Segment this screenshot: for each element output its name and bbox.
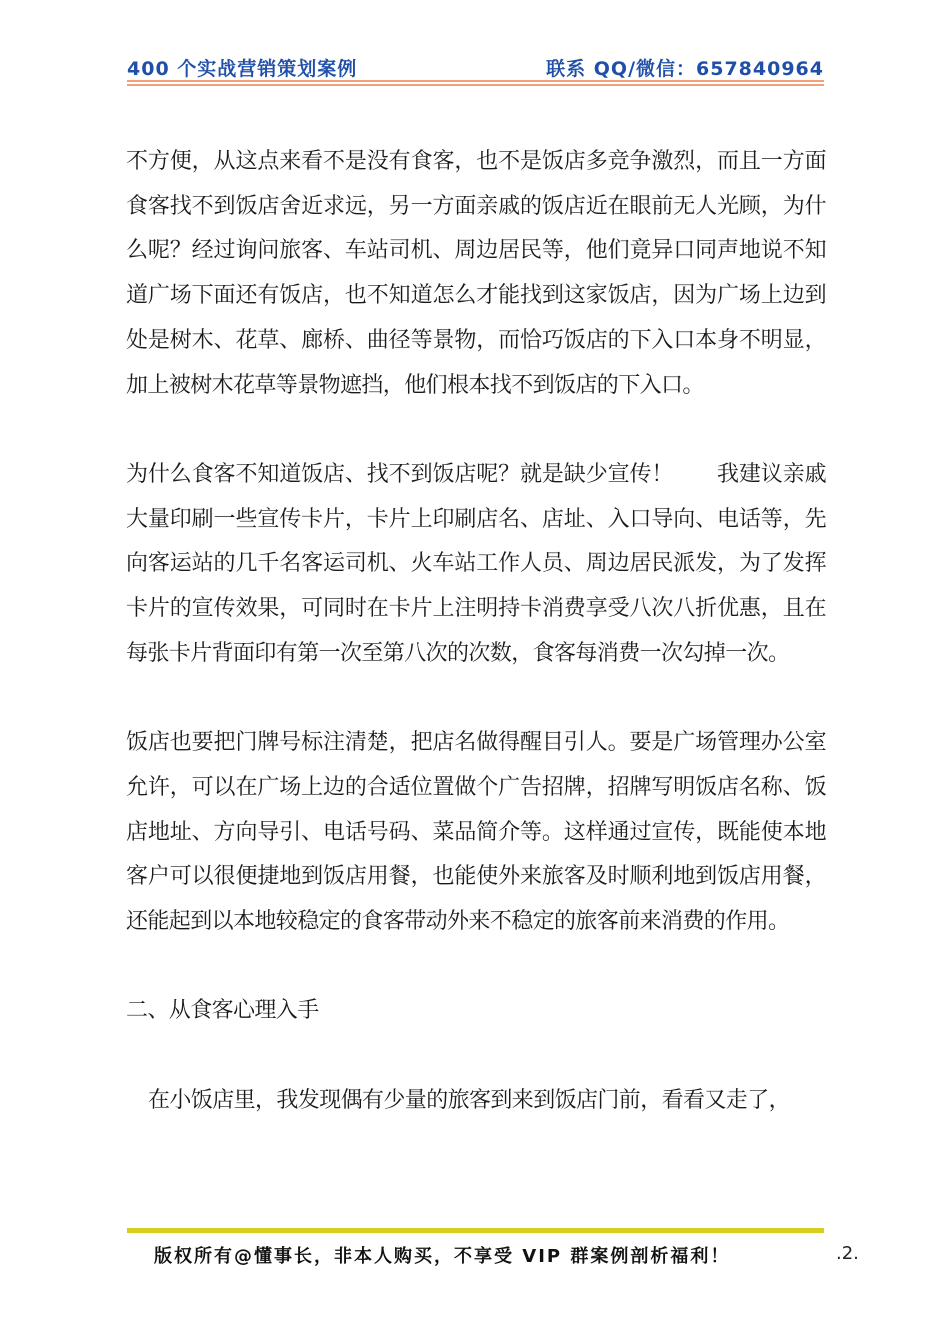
page-header bbox=[127, 54, 824, 80]
page-number: .2. bbox=[836, 1243, 859, 1264]
paragraph-4: 在小饭店里，我发现偶有少量的旅客到来到饭店门前，看看又走了， bbox=[148, 1087, 791, 1113]
paragraph-1: 不方便，从这点来看不是没有食客，也不是饭店多竞争激烈，而且一方面食客找不到饭店舍近求远，另一方面亲戚的饭店近在眼前无人光顾，为什么呢？经过询问旅客、车站司机、周边居民等，他们竟异口同声地说不知道广场下面还有饭店，也不知道怎么才能找到这家饭店，因为广场上边到处是树木、花草、廊桥、曲径等景物，而恰巧饭店的下入口本身不明显，加上被树木花草等景物遮挡，他们根本找不到饭店的下入口。 bbox=[126, 149, 826, 398]
header-contact: 联系 QQ/微信：657840964 bbox=[546, 58, 824, 80]
paragraph-3: 饭店也要把门牌号标注清楚，把店名做得醒目引人。要是广场管理办公室允许，可以在广场上边的合适位置做个广告招牌，招牌写明饭店名称、饭店地址、方向导引、电话号码、菜品简介等。这样通过宣传，既能使本地客户可以很便捷地到饭店用餐，也能使外来旅客及时顺利地到饭店用餐，还能起到以本地较稳定的食客带动外来不稳定的旅客前来消费的作用。 bbox=[126, 730, 826, 934]
footer-copyright: 版权所有@懂事长，非本人购买，不享受 VIP 群案例剖析福利！ bbox=[154, 1246, 731, 1267]
header-title: 400 个实战营销策划案例 bbox=[127, 58, 358, 80]
footer-divider bbox=[127, 1228, 824, 1233]
paragraph-2: 为什么食客不知道饭店、找不到饭店呢？就是缺少宣传！ 我建议亲戚大量印刷一些宣传卡片，卡片上印刷店名、店址、入口导向、电话等，先向客运站的几千名客运司机、火车站工作人员、周边居民派发，为了发挥卡片的宣传效果，可同时在卡片上注明持卡消费享受八次八折优惠，且在每张卡片背面印有第一次至第八次的次数，食客每消费一次勾掉一次。 bbox=[126, 461, 826, 666]
document-body bbox=[126, 140, 826, 1123]
header-divider-bottom bbox=[127, 84, 824, 86]
section-heading: 二、从食客心理入手 bbox=[126, 998, 319, 1024]
header-divider-top bbox=[127, 80, 824, 82]
